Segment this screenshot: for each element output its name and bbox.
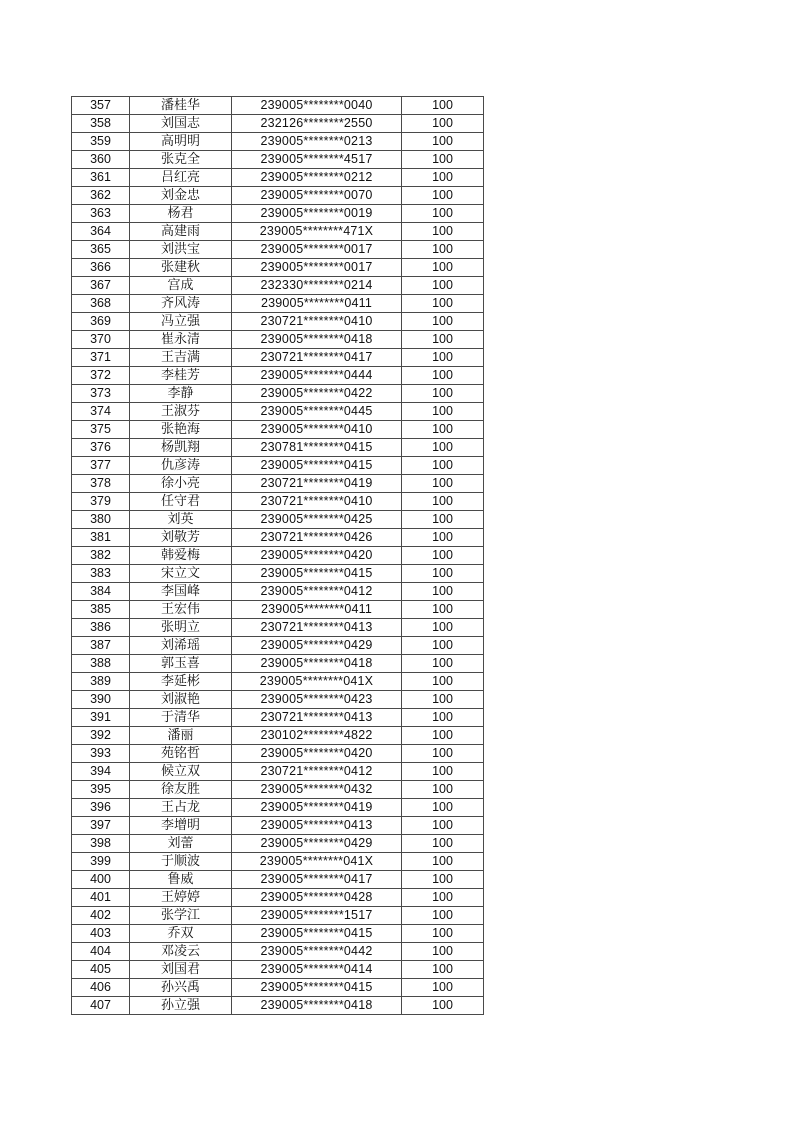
table-row [72, 565, 484, 583]
id-number-cell: 239005********0428 [232, 889, 402, 907]
score-cell: 100 [402, 97, 484, 115]
row-number-cell: 392 [72, 727, 130, 745]
score-cell: 100 [402, 133, 484, 151]
row-number-cell: 401 [72, 889, 130, 907]
table-row [72, 745, 484, 763]
score-cell: 100 [402, 421, 484, 439]
row-number-cell: 359 [72, 133, 130, 151]
score-cell: 100 [402, 889, 484, 907]
name-cell: 张建秋 [130, 259, 232, 277]
id-number-cell: 239005********0414 [232, 961, 402, 979]
name-cell: 王宏伟 [130, 601, 232, 619]
id-number-cell: 239005********0411 [232, 601, 402, 619]
id-number-cell: 230721********0410 [232, 313, 402, 331]
table-row [72, 97, 484, 115]
score-cell: 100 [402, 565, 484, 583]
name-cell: 刘国志 [130, 115, 232, 133]
row-number-cell: 391 [72, 709, 130, 727]
table-row [72, 277, 484, 295]
row-number-cell: 363 [72, 205, 130, 223]
score-cell: 100 [402, 943, 484, 961]
name-cell: 于清华 [130, 709, 232, 727]
name-cell: 韩爱梅 [130, 547, 232, 565]
id-number-cell: 239005********0415 [232, 925, 402, 943]
score-cell: 100 [402, 979, 484, 997]
score-cell: 100 [402, 439, 484, 457]
score-cell: 100 [402, 187, 484, 205]
row-number-cell: 398 [72, 835, 130, 853]
table-row [72, 115, 484, 133]
row-number-cell: 378 [72, 475, 130, 493]
table-row [72, 331, 484, 349]
name-cell: 潘丽 [130, 727, 232, 745]
table-row [72, 907, 484, 925]
id-number-cell: 239005********0070 [232, 187, 402, 205]
id-number-cell: 239005********0410 [232, 421, 402, 439]
table-row [72, 133, 484, 151]
row-number-cell: 399 [72, 853, 130, 871]
row-number-cell: 380 [72, 511, 130, 529]
row-number-cell: 371 [72, 349, 130, 367]
table-row [72, 889, 484, 907]
name-cell: 仇彦涛 [130, 457, 232, 475]
table-row [72, 367, 484, 385]
row-number-cell: 382 [72, 547, 130, 565]
table-row [72, 385, 484, 403]
row-number-cell: 389 [72, 673, 130, 691]
score-cell: 100 [402, 673, 484, 691]
name-cell: 徐友胜 [130, 781, 232, 799]
score-cell: 100 [402, 871, 484, 889]
name-cell: 邓凌云 [130, 943, 232, 961]
table-row [72, 943, 484, 961]
row-number-cell: 367 [72, 277, 130, 295]
id-number-cell: 239005********0415 [232, 457, 402, 475]
id-number-cell: 239005********4517 [232, 151, 402, 169]
name-cell: 杨凯翔 [130, 439, 232, 457]
roster-table [71, 96, 484, 1015]
row-number-cell: 397 [72, 817, 130, 835]
name-cell: 张克全 [130, 151, 232, 169]
row-number-cell: 387 [72, 637, 130, 655]
id-number-cell: 230721********0419 [232, 475, 402, 493]
score-cell: 100 [402, 385, 484, 403]
id-number-cell: 230721********0410 [232, 493, 402, 511]
id-number-cell: 230721********0417 [232, 349, 402, 367]
table-row [72, 151, 484, 169]
score-cell: 100 [402, 727, 484, 745]
name-cell: 徐小亮 [130, 475, 232, 493]
table-row [72, 673, 484, 691]
table-row [72, 187, 484, 205]
name-cell: 潘桂华 [130, 97, 232, 115]
name-cell: 张学江 [130, 907, 232, 925]
row-number-cell: 366 [72, 259, 130, 277]
table-row [72, 619, 484, 637]
row-number-cell: 361 [72, 169, 130, 187]
score-cell: 100 [402, 151, 484, 169]
roster-table-body [72, 97, 484, 1015]
name-cell: 李静 [130, 385, 232, 403]
score-cell: 100 [402, 349, 484, 367]
id-number-cell: 239005********0040 [232, 97, 402, 115]
id-number-cell: 239005********0412 [232, 583, 402, 601]
id-number-cell: 239005********0019 [232, 205, 402, 223]
row-number-cell: 407 [72, 997, 130, 1015]
table-row [72, 493, 484, 511]
table-row [72, 961, 484, 979]
score-cell: 100 [402, 529, 484, 547]
score-cell: 100 [402, 925, 484, 943]
score-cell: 100 [402, 997, 484, 1015]
score-cell: 100 [402, 601, 484, 619]
name-cell: 张艳海 [130, 421, 232, 439]
row-number-cell: 372 [72, 367, 130, 385]
name-cell: 刘淑艳 [130, 691, 232, 709]
name-cell: 高明明 [130, 133, 232, 151]
name-cell: 王占龙 [130, 799, 232, 817]
table-row [72, 439, 484, 457]
row-number-cell: 400 [72, 871, 130, 889]
row-number-cell: 406 [72, 979, 130, 997]
name-cell: 刘蕾 [130, 835, 232, 853]
name-cell: 王淑芬 [130, 403, 232, 421]
score-cell: 100 [402, 817, 484, 835]
name-cell: 于顺波 [130, 853, 232, 871]
table-row [72, 799, 484, 817]
id-number-cell: 239005********0212 [232, 169, 402, 187]
table-row [72, 871, 484, 889]
score-cell: 100 [402, 691, 484, 709]
score-cell: 100 [402, 745, 484, 763]
name-cell: 王吉满 [130, 349, 232, 367]
table-row [72, 295, 484, 313]
score-cell: 100 [402, 547, 484, 565]
table-row [72, 241, 484, 259]
name-cell: 刘金忠 [130, 187, 232, 205]
table-row [72, 529, 484, 547]
row-number-cell: 358 [72, 115, 130, 133]
name-cell: 孙兴禹 [130, 979, 232, 997]
id-number-cell: 239005********0420 [232, 547, 402, 565]
table-row [72, 601, 484, 619]
id-number-cell: 239005********0017 [232, 241, 402, 259]
row-number-cell: 374 [72, 403, 130, 421]
table-row [72, 655, 484, 673]
id-number-cell: 239005********0415 [232, 979, 402, 997]
table-row [72, 169, 484, 187]
table-row [72, 817, 484, 835]
name-cell: 王婷婷 [130, 889, 232, 907]
row-number-cell: 379 [72, 493, 130, 511]
table-row [72, 727, 484, 745]
table-row [72, 691, 484, 709]
table-row [72, 781, 484, 799]
row-number-cell: 369 [72, 313, 130, 331]
name-cell: 候立双 [130, 763, 232, 781]
score-cell: 100 [402, 709, 484, 727]
row-number-cell: 388 [72, 655, 130, 673]
id-number-cell: 239005********0420 [232, 745, 402, 763]
id-number-cell: 239005********0017 [232, 259, 402, 277]
table-row [72, 583, 484, 601]
id-number-cell: 239005********0213 [232, 133, 402, 151]
name-cell: 李增明 [130, 817, 232, 835]
id-number-cell: 239005********0429 [232, 835, 402, 853]
table-row [72, 709, 484, 727]
id-number-cell: 230721********0413 [232, 709, 402, 727]
name-cell: 郭玉喜 [130, 655, 232, 673]
name-cell: 吕红亮 [130, 169, 232, 187]
score-cell: 100 [402, 853, 484, 871]
id-number-cell: 239005********0417 [232, 871, 402, 889]
row-number-cell: 377 [72, 457, 130, 475]
score-cell: 100 [402, 763, 484, 781]
id-number-cell: 239005********041X [232, 673, 402, 691]
score-cell: 100 [402, 277, 484, 295]
name-cell: 宫成 [130, 277, 232, 295]
row-number-cell: 383 [72, 565, 130, 583]
score-cell: 100 [402, 241, 484, 259]
score-cell: 100 [402, 961, 484, 979]
table-row [72, 457, 484, 475]
id-number-cell: 239005********0423 [232, 691, 402, 709]
name-cell: 张明立 [130, 619, 232, 637]
id-number-cell: 239005********0415 [232, 565, 402, 583]
id-number-cell: 239005********0429 [232, 637, 402, 655]
score-cell: 100 [402, 619, 484, 637]
score-cell: 100 [402, 403, 484, 421]
row-number-cell: 386 [72, 619, 130, 637]
row-number-cell: 385 [72, 601, 130, 619]
name-cell: 刘洪宝 [130, 241, 232, 259]
table-row [72, 259, 484, 277]
row-number-cell: 403 [72, 925, 130, 943]
id-number-cell: 232330********0214 [232, 277, 402, 295]
name-cell: 任守君 [130, 493, 232, 511]
table-row [72, 997, 484, 1015]
table-row [72, 763, 484, 781]
row-number-cell: 370 [72, 331, 130, 349]
score-cell: 100 [402, 313, 484, 331]
row-number-cell: 404 [72, 943, 130, 961]
name-cell: 苑铭哲 [130, 745, 232, 763]
score-cell: 100 [402, 781, 484, 799]
table-row [72, 979, 484, 997]
score-cell: 100 [402, 493, 484, 511]
score-cell: 100 [402, 367, 484, 385]
id-number-cell: 239005********0422 [232, 385, 402, 403]
id-number-cell: 230721********0413 [232, 619, 402, 637]
row-number-cell: 381 [72, 529, 130, 547]
row-number-cell: 376 [72, 439, 130, 457]
row-number-cell: 384 [72, 583, 130, 601]
id-number-cell: 239005********471X [232, 223, 402, 241]
table-row [72, 205, 484, 223]
name-cell: 崔永清 [130, 331, 232, 349]
id-number-cell: 239005********0418 [232, 331, 402, 349]
table-row [72, 925, 484, 943]
row-number-cell: 390 [72, 691, 130, 709]
score-cell: 100 [402, 907, 484, 925]
row-number-cell: 368 [72, 295, 130, 313]
name-cell: 杨君 [130, 205, 232, 223]
id-number-cell: 230102********4822 [232, 727, 402, 745]
id-number-cell: 239005********0445 [232, 403, 402, 421]
table-row [72, 313, 484, 331]
table-row [72, 511, 484, 529]
name-cell: 李延彬 [130, 673, 232, 691]
table-row [72, 853, 484, 871]
row-number-cell: 365 [72, 241, 130, 259]
id-number-cell: 230781********0415 [232, 439, 402, 457]
name-cell: 刘国君 [130, 961, 232, 979]
row-number-cell: 393 [72, 745, 130, 763]
row-number-cell: 357 [72, 97, 130, 115]
id-number-cell: 230721********0426 [232, 529, 402, 547]
table-row [72, 403, 484, 421]
score-cell: 100 [402, 223, 484, 241]
id-number-cell: 239005********0419 [232, 799, 402, 817]
row-number-cell: 396 [72, 799, 130, 817]
id-number-cell: 239005********0442 [232, 943, 402, 961]
score-cell: 100 [402, 331, 484, 349]
score-cell: 100 [402, 295, 484, 313]
table-row [72, 223, 484, 241]
score-cell: 100 [402, 799, 484, 817]
name-cell: 宋立文 [130, 565, 232, 583]
id-number-cell: 232126********2550 [232, 115, 402, 133]
id-number-cell: 239005********0411 [232, 295, 402, 313]
name-cell: 刘浠瑶 [130, 637, 232, 655]
id-number-cell: 239005********0425 [232, 511, 402, 529]
name-cell: 齐风涛 [130, 295, 232, 313]
name-cell: 刘英 [130, 511, 232, 529]
score-cell: 100 [402, 583, 484, 601]
score-cell: 100 [402, 655, 484, 673]
id-number-cell: 239005********0418 [232, 997, 402, 1015]
score-cell: 100 [402, 637, 484, 655]
score-cell: 100 [402, 169, 484, 187]
row-number-cell: 402 [72, 907, 130, 925]
id-number-cell: 239005********0418 [232, 655, 402, 673]
row-number-cell: 373 [72, 385, 130, 403]
name-cell: 李国峰 [130, 583, 232, 601]
row-number-cell: 362 [72, 187, 130, 205]
score-cell: 100 [402, 457, 484, 475]
score-cell: 100 [402, 835, 484, 853]
row-number-cell: 405 [72, 961, 130, 979]
score-cell: 100 [402, 205, 484, 223]
name-cell: 孙立强 [130, 997, 232, 1015]
name-cell: 鲁威 [130, 871, 232, 889]
score-cell: 100 [402, 511, 484, 529]
name-cell: 刘敬芳 [130, 529, 232, 547]
name-cell: 李桂芳 [130, 367, 232, 385]
score-cell: 100 [402, 475, 484, 493]
table-row [72, 637, 484, 655]
id-number-cell: 239005********0432 [232, 781, 402, 799]
id-number-cell: 239005********0444 [232, 367, 402, 385]
row-number-cell: 394 [72, 763, 130, 781]
row-number-cell: 375 [72, 421, 130, 439]
table-row [72, 349, 484, 367]
table-row [72, 421, 484, 439]
name-cell: 乔双 [130, 925, 232, 943]
id-number-cell: 239005********0413 [232, 817, 402, 835]
table-row [72, 475, 484, 493]
id-number-cell: 239005********1517 [232, 907, 402, 925]
row-number-cell: 364 [72, 223, 130, 241]
row-number-cell: 360 [72, 151, 130, 169]
name-cell: 冯立强 [130, 313, 232, 331]
table-row [72, 547, 484, 565]
row-number-cell: 395 [72, 781, 130, 799]
name-cell: 高建雨 [130, 223, 232, 241]
id-number-cell: 239005********041X [232, 853, 402, 871]
score-cell: 100 [402, 259, 484, 277]
table-row [72, 835, 484, 853]
id-number-cell: 230721********0412 [232, 763, 402, 781]
score-cell: 100 [402, 115, 484, 133]
